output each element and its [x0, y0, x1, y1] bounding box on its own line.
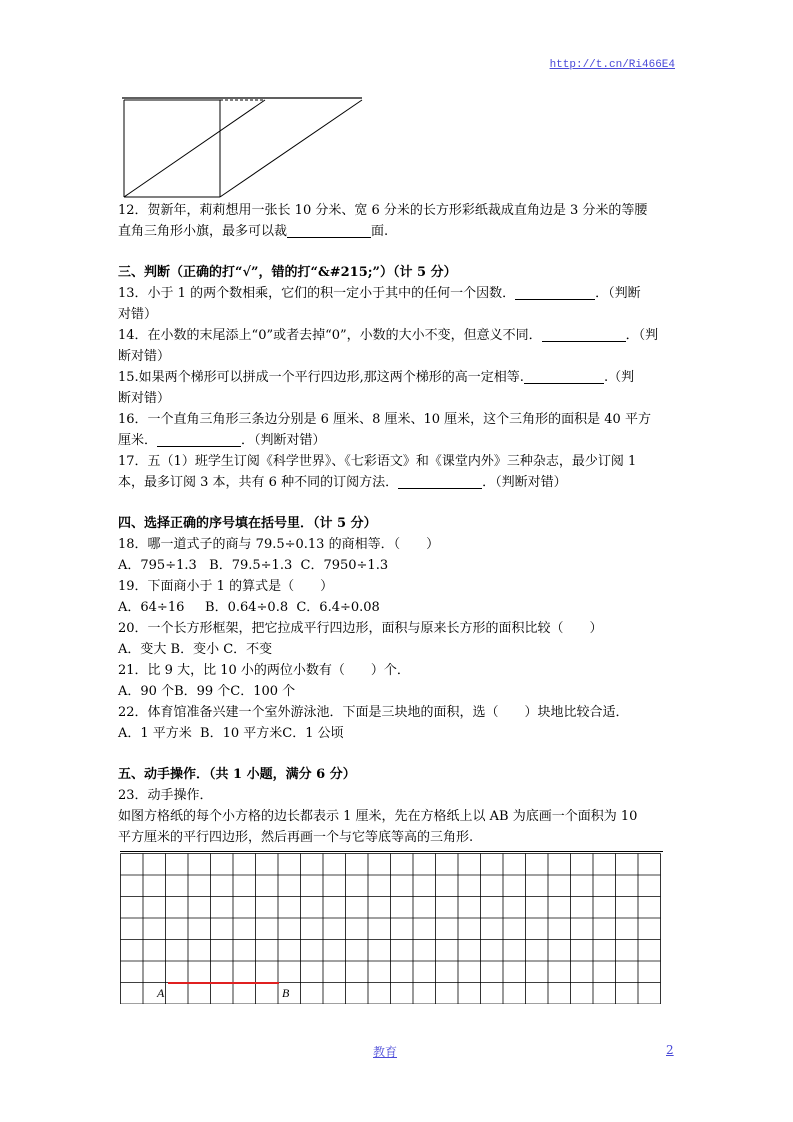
q12-answer-blank[interactable]	[287, 224, 371, 238]
q15-suffix: .（判	[603, 370, 635, 385]
point-b-label: B	[282, 986, 290, 1000]
q17-line2	[118, 472, 678, 493]
q22-question: 22．体育馆准备兴建一个室外游泳池．下面是三块地的面积，选（ ）块地比较合适．	[118, 705, 629, 720]
q12-line1: 12．贺新年，莉莉想用一张长 10 分米、宽 6 分米的长方形彩纸裁成直角边是 3 分米的等腰	[118, 203, 648, 218]
q15-line1	[118, 367, 678, 388]
q13-line1	[118, 283, 678, 304]
q13-text: 13．小于 1 的两个数相乘，它们的积一定小于其中的任何一个因数．	[118, 286, 516, 301]
q14-suffix: ．（判	[625, 328, 659, 343]
q16-suffix: ．（判断对错）	[241, 433, 326, 448]
q16-line1: 16．一个直角三角形三条边分别是 6 厘米、8 厘米、10 厘米，这个三角形的面积是 40 平方	[118, 412, 651, 427]
page-number: 2	[666, 1043, 674, 1057]
q16-answer-blank[interactable]	[157, 433, 241, 447]
q15-line2: 断对错）	[118, 391, 171, 406]
q12-text: 直角三角形小旗，最多可以裁	[118, 224, 288, 239]
q20-question: 20．一个长方形框架，把它拉成平行四边形，面积与原来长方形的面积比较（ ）	[118, 621, 603, 636]
q16-line2	[118, 430, 678, 451]
q19-question: 19．下面商小于 1 的算式是（ ）	[118, 579, 334, 594]
q15-text: 15.如果两个梯形可以拼成一个平行四边形,那这两个梯形的高一定相等.	[118, 370, 524, 385]
q12-suffix: 面.	[371, 224, 389, 239]
footer-link[interactable]: 教育	[373, 1045, 398, 1059]
q18-options: A．795÷1.3 B．79.5÷1.3 C．7950÷1.3	[118, 558, 389, 573]
q14-line1	[118, 325, 678, 346]
q23-desc-line1: 如图方格纸的每个小方格的边长都表示 1 厘米，先在方格纸上以 AB 为底画一个面积为 10	[118, 809, 638, 824]
q23-desc-line2: 平方厘米的平行四边形，然后再画一个与它等底等高的三角形.	[118, 830, 474, 845]
q13-line2: 对错）	[118, 307, 158, 322]
q14-line2: 断对错）	[118, 349, 171, 364]
q17-answer-blank[interactable]	[398, 475, 482, 489]
q13-answer-blank[interactable]	[515, 286, 595, 300]
q21-options: A．90 个B．99 个C．100 个	[118, 684, 296, 699]
point-a-label: A	[157, 986, 165, 1000]
section5-title: 五、动手操作．（共 1 小题，满分 6 分）	[118, 767, 356, 782]
grid-paper[interactable]	[120, 851, 663, 1004]
q20-options: A．变大 B．变小 C．不变	[118, 642, 273, 657]
q22-options: A．1 平方米 B．10 平方米C．1 公顷	[118, 726, 344, 741]
q17-text: 本，最多订阅 3 本，共有 6 种不同的订阅方法．	[118, 475, 399, 490]
q15-answer-blank[interactable]	[524, 370, 604, 384]
q14-answer-blank[interactable]	[542, 328, 626, 342]
q12-line2	[118, 221, 678, 242]
q18-question: 18．哪一道式子的商与 79.5÷0.13 的商相等．（ ）	[118, 537, 440, 552]
q17-line1: 17．五（1）班学生订阅《科学世界》、《七彩语文》和《课堂内外》三种杂志，最少订阅 1	[118, 454, 637, 469]
q13-suffix: ．（判断	[595, 286, 641, 301]
q17-suffix: ．（判断对错）	[482, 475, 567, 490]
q21-question: 21．比 9 大，比 10 小的两位小数有（ ）个．	[118, 663, 410, 678]
q16-text: 厘米．	[118, 433, 158, 448]
q19-options: A．64÷16 B．0.64÷0.8 C．6.4÷0.08	[118, 600, 380, 615]
header-url[interactable]: http://t.cn/Ri466E4	[549, 59, 675, 71]
section3-title: 三、判断（正确的打“√”，错的打“&#215;”）（计 5 分）	[118, 265, 457, 280]
section4-title: 四、选择正确的序号填在括号里．（计 5 分）	[118, 516, 377, 531]
q14-text: 14．在小数的末尾添上“0”或者去掉“0”，小数的大小不变，但意义不同．	[118, 328, 542, 343]
q23-question: 23．动手操作．	[118, 788, 213, 803]
grid-lines	[121, 854, 661, 1005]
rectangle-parallelogram-figure	[120, 95, 365, 200]
